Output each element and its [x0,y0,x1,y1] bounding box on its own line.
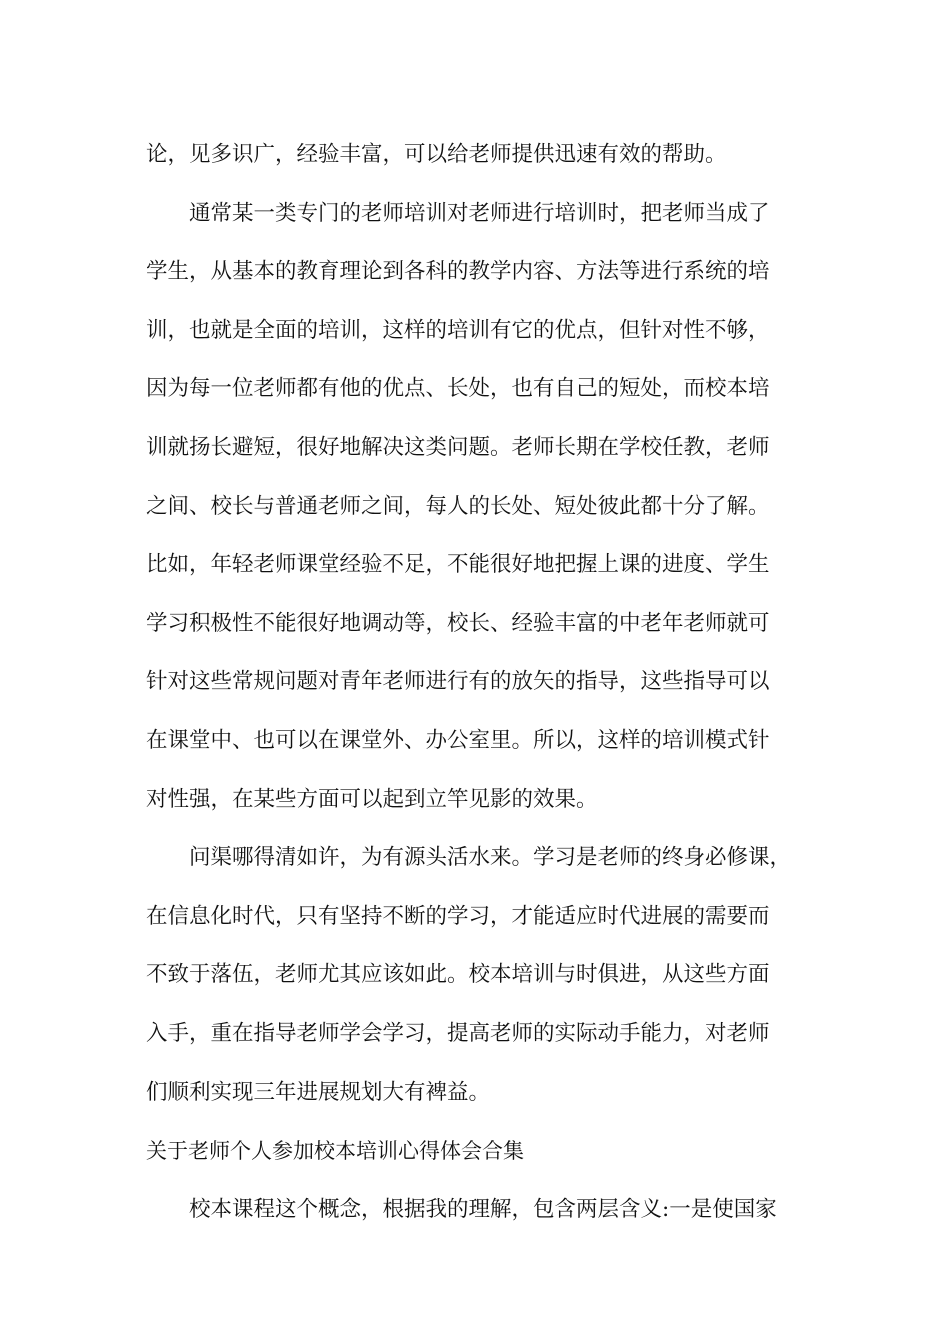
text-line: 入手，重在指导老师学会学习，提高老师的实际动手能力，对老师 [146,1020,770,1046]
text-line: 之间、校长与普通老师之间，每人的长处、短处彼此都十分了解。 [146,493,770,519]
paragraph-first-line: 通常某一类专门的老师培训对老师进行培训时，把老师当成了 [189,200,770,226]
text-line: 训，也就是全面的培训，这样的培训有它的优点，但针对性不够， [146,317,770,343]
paragraph-first-line: 问渠哪得清如许，为有源头活水来。学习是老师的终身必修课， [189,845,792,871]
text-line: 因为每一位老师都有他的优点、长处，也有自己的短处，而校本培 [146,376,770,402]
text-line: 训就扬长避短，很好地解决这类问题。老师长期在学校任教，老师 [146,434,770,460]
document-body [146,126,826,1239]
text-line: 学生，从基本的教育理论到各科的教学内容、方法等进行系统的培 [146,259,770,285]
text-line: 学习积极性不能很好地调动等，校长、经验丰富的中老年老师就可 [146,610,770,636]
section-heading: 关于老师个人参加校本培训心得体会合集 [146,1139,524,1164]
text-line: 比如，年轻老师课堂经验不足，不能很好地把握上课的进度、学生 [146,552,770,578]
text-line: 不致于落伍，老师尤其应该如此。校本培训与时俱进，从这些方面 [146,962,770,988]
text-line: 论，见多识广，经验丰富，可以给老师提供迅速有效的帮助。 [146,142,727,167]
text-line: 们顺利实现三年进展规划大有裨益。 [146,1079,491,1105]
text-line: 在课堂中、也可以在课堂外、办公室里。所以，这样的培训模式针 [146,727,770,753]
paragraph-first-line: 校本课程这个概念，根据我的理解，包含两层含义:一是使国家 [189,1196,777,1222]
text-line: 对性强，在某些方面可以起到立竿见影的效果。 [146,786,598,812]
text-line: 针对这些常规问题对青年老师进行有的放矢的指导，这些指导可以 [146,669,770,695]
text-line: 在信息化时代，只有坚持不断的学习，才能适应时代进展的需要而 [146,903,770,929]
